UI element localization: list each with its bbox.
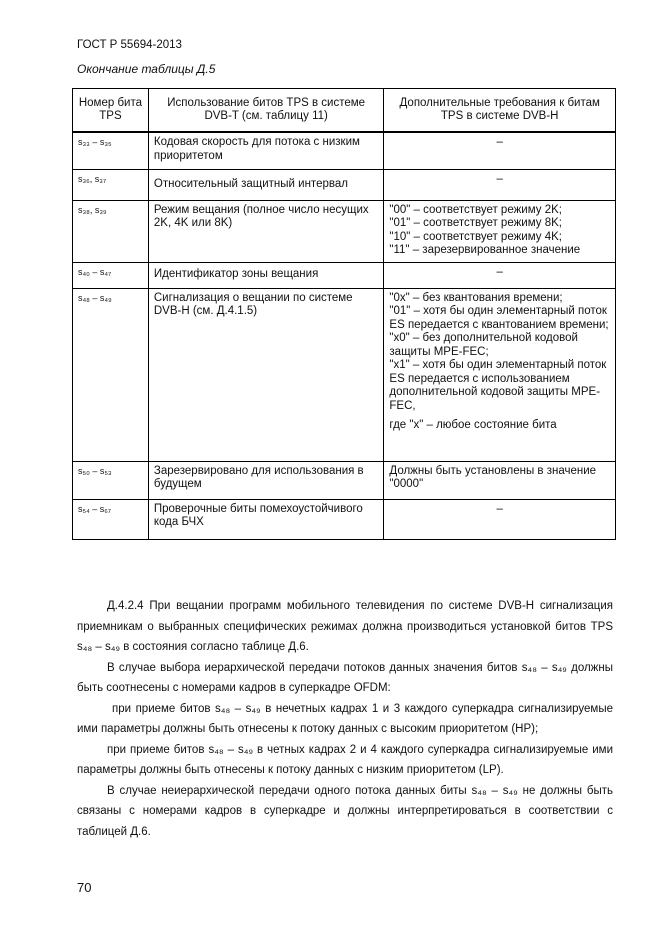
page-number: 70 xyxy=(77,880,92,895)
paragraph-odd-frames: при приеме битов s₄₈ – s₄₉ в нечетных кадрах 1 и 3 каждого суперкадра сигнализируемые ими параметры должны быть отнесены к потоку данных с высоким приоритетом (HP); xyxy=(77,702,613,735)
table-row xyxy=(73,461,616,499)
bit-requirements-cell xyxy=(384,288,616,461)
table-row xyxy=(73,262,616,288)
bit-usage: Кодовая скорость для потока с низким приоритетом xyxy=(148,132,384,169)
bit-requirements: – xyxy=(384,169,616,200)
bit-requirements: "0x" – без квантования времени; "01" – хотя бы один элементарный поток ES передается с квантованием времени; "x0" – без дополнительной кодовой защиты MPE-FEC; "x1" – хотя бы один элементарный поток ES передается с использованием дополнительной кодовой защиты MPE-FEC, xyxy=(389,291,609,412)
paragraph-hierarchical: В случае выбора иерархической передачи потоков данных значения битов s₄₈ – s₄₉ должны быть соотнесены с номерами кадров в суперкадре OFDM: xyxy=(77,661,613,694)
paragraph-non-hierarchical: В случае неиерархической передачи одного потока данных биты s₄₈ – s₄₉ не должны быть связаны с номерами кадров в суперкадре и должны интерпретироваться в соответствии с таблицей Д.6. xyxy=(77,784,613,838)
header-bit-number: Номер бита TPS xyxy=(73,89,149,133)
header-dvbt-usage: Использование битов TPS в системе DVB-T (см. таблицу 11) xyxy=(148,89,384,133)
bit-requirements: – xyxy=(384,262,616,288)
bit-range: s₅₄ – s₆₇ xyxy=(73,499,149,539)
table-row xyxy=(73,499,616,539)
bit-range: s₄₈ – s₄₉ xyxy=(73,288,149,461)
bit-requirements: – xyxy=(384,499,616,539)
bit-usage: Режим вещания (полное число несущих 2K, 4K или 8K) xyxy=(148,200,384,262)
bit-requirements: – xyxy=(384,132,616,169)
bit-usage: Сигнализация о вещании по системе DVB-H (см. Д.4.1.5) xyxy=(148,288,384,461)
header-dvbh-requirements: Дополнительные требования к битам TPS в системе DVB-H xyxy=(384,89,616,133)
table-row xyxy=(73,200,616,262)
bit-range: s₄₀ – s₄₇ xyxy=(73,262,149,288)
bit-usage: Проверочные биты помехоустойчивого кода БЧХ xyxy=(148,499,384,539)
table-row xyxy=(73,132,616,169)
table-row xyxy=(73,288,616,461)
bit-range: s₃₈, s₃₉ xyxy=(73,200,149,262)
bit-requirements: "00" – соответствует режиму 2K; "01" – соответствует режиму 8K; "10" – соответствует режиму 4K; "11" – зарезервированное значение xyxy=(384,200,616,262)
bit-requirements: Должны быть установлены в значение "0000" xyxy=(384,461,616,499)
body-text xyxy=(77,596,613,842)
tps-bits-table xyxy=(72,88,616,540)
paragraph-even-frames: при приеме битов s₄₈ – s₄₉ в четных кадрах 2 и 4 каждого суперкадра сигнализируемые ими параметры должны быть отнесены к потоку данных с низким приоритетом (LP). xyxy=(77,743,613,776)
document-header: ГОСТ Р 55694-2013 xyxy=(77,39,182,51)
bit-usage: Идентификатор зоны вещания xyxy=(148,262,384,288)
table-row xyxy=(73,169,616,200)
bit-range: s₃₃ – s₃₅ xyxy=(73,132,149,169)
paragraph-d424: Д.4.2.4 При вещании программ мобильного телевидения по системе DVB-H сигнализация приемникам о выбранных специфических режимах должна производиться установкой битов TPS s₄₈ – s₄₉ в состояния согласно таблице Д.6. xyxy=(77,600,613,653)
bit-range: s₅₀ – s₅₃ xyxy=(73,461,149,499)
table-header-row xyxy=(73,89,616,133)
bit-usage: Относительный защитный интервал xyxy=(148,169,384,200)
bit-requirements-note: где "x" – любое состояние бита xyxy=(389,419,557,431)
bit-usage: Зарезервировано для использования в будущем xyxy=(148,461,384,499)
bit-range: s₃₆, s₃₇ xyxy=(73,169,149,200)
table-caption: Окончание таблицы Д.5 xyxy=(77,62,216,76)
